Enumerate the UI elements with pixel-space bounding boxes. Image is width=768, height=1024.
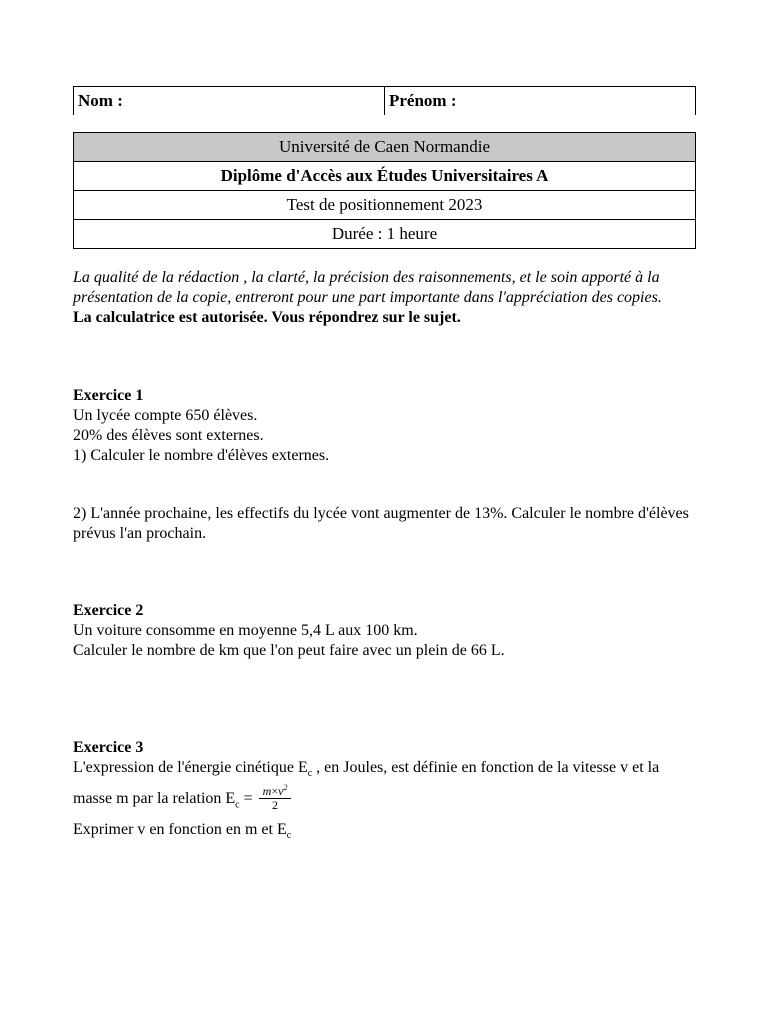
test-title: Test de positionnement 2023 [74, 191, 696, 220]
exercise-2-title: Exercice 2 [73, 602, 144, 619]
prenom-field[interactable] [385, 87, 695, 115]
diploma-title: Diplôme d'Accès aux Études Universitaires A [74, 162, 696, 191]
statement-part-c: = [239, 790, 253, 808]
question-text: Exprimer v en fonction en m et E [73, 820, 287, 838]
exercise-3-statement [73, 758, 696, 816]
fraction-numerator: $m\times v^2$ [259, 781, 292, 799]
exercise-1 [73, 386, 696, 466]
nom-label: Nom : [78, 91, 123, 110]
duration: Durée : 1 heure [74, 220, 696, 249]
exam-header-table [73, 132, 696, 249]
exercise-1-line-1: Un lycée compte 650 élèves. [73, 407, 258, 424]
exercise-2-line-1: Un voiture consomme en moyenne 5,4 L aux 100 km. [73, 622, 418, 639]
prenom-label: Prénom : [389, 91, 457, 110]
exercise-1-line-2: 20% des élèves sont externes. [73, 427, 264, 444]
subscript-c: c [307, 768, 313, 780]
exercise-1-title: Exercice 1 [73, 387, 144, 404]
fraction-denominator: 2 [272, 798, 279, 813]
exercise-3-title: Exercice 3 [73, 739, 144, 756]
statement-part-a: L'expression de l'énergie cinétique E [73, 759, 308, 776]
exercise-1-question-1: 1) Calculer le nombre d'élèves externes. [73, 447, 330, 464]
exercise-1-question-2: 2) L'année prochaine, les effectifs du lycée vont augmenter de 13%. Calculer le nombre d'élèves prévus l'an prochain. [73, 505, 689, 542]
exercise-2-line-2: Calculer le nombre de km que l'on peut faire avec un plein de 66 L. [73, 642, 505, 659]
university-name: Université de Caen Normandie [74, 133, 696, 162]
subscript-c: c [286, 829, 292, 841]
exercise-3-question [73, 820, 696, 846]
nom-field[interactable] [74, 87, 385, 115]
exercise-3 [73, 738, 696, 846]
identity-box [73, 86, 696, 115]
statement-part-b: , en Joules, est définie en fonction de la vitesse v et la masse m par la relation E [73, 759, 660, 808]
calculator-note: La calculatrice est autorisée. Vous répondrez sur le sujet. [73, 309, 461, 326]
exercise-1-question-2-block [73, 504, 696, 544]
kinetic-energy-fraction [259, 781, 292, 812]
quality-note: La qualité de la rédaction , la clarté, la précision des raisonnements, et le soin apporté à la présentation de la copie, entreront pour une part importante dans l'appréciation des copies. [73, 269, 662, 306]
subscript-c: c [235, 799, 240, 811]
exercise-2 [73, 601, 696, 661]
instructions [73, 268, 696, 328]
